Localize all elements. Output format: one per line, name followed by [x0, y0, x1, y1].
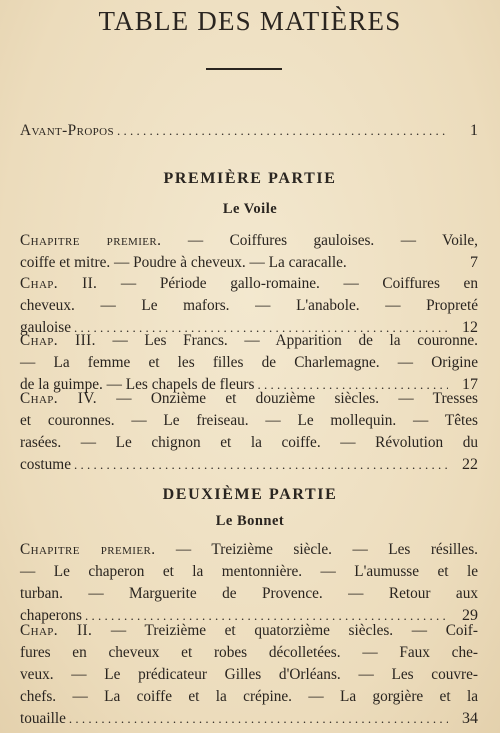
- dot-leader: [117, 120, 448, 142]
- chapter-label: Chapitre premier.: [20, 232, 162, 249]
- entry-text: veux. — Le prédicateur Gilles d'Orléans. — Les couvre-: [20, 666, 478, 683]
- chapter-label: Chap. III.: [20, 332, 96, 349]
- page-number: 22: [462, 456, 478, 473]
- page-number: 1: [470, 122, 478, 139]
- toc-entry-p1-ch4[interactable]: [20, 388, 478, 476]
- toc-entry-p2-ch2[interactable]: [20, 620, 478, 730]
- entry-label: Avant-Propos: [20, 122, 115, 139]
- entry-text: gauloise: [20, 319, 71, 336]
- toc-entry-p1-ch3[interactable]: [20, 330, 478, 396]
- part-subtitle: Le Bonnet: [215, 513, 285, 529]
- entry-text: et couronnes. — Le freiseau. — Le mollequin. — Têtes: [20, 412, 478, 429]
- chapter-label: Chap. II.: [20, 622, 93, 639]
- entry-text: turban. — Marguerite de Provence. — Retour aux: [20, 585, 478, 602]
- entry-text: chaperons: [20, 607, 83, 624]
- entry-text: coiffe et mitre. — Poudre à cheveux. — La caracalle.: [20, 254, 347, 271]
- entry-text: costume: [20, 456, 71, 473]
- entry-text: — Treizième et quatorzième siècles. — Coif-: [92, 622, 478, 639]
- toc-entry-avant-propos[interactable]: [20, 120, 478, 142]
- page-title: TABLE DES MATIÈRES: [98, 6, 402, 36]
- part-title: DEUXIÈME PARTIE: [162, 486, 338, 503]
- toc-entry-p2-ch1[interactable]: [20, 539, 478, 627]
- page-number: 7: [470, 254, 478, 271]
- page-number: 29: [462, 607, 478, 624]
- part-title: PREMIÈRE PARTIE: [163, 170, 337, 187]
- page-number: 17: [462, 376, 478, 393]
- page-number: 12: [462, 319, 478, 336]
- entry-text: — Les Francs. — Apparition de la couronne.: [95, 332, 478, 349]
- entry-text: fures en cheveux et robes décolletées. — Faux che-: [20, 644, 478, 661]
- page-number: 34: [462, 710, 478, 727]
- part-subtitle: Le Voile: [222, 201, 278, 217]
- chapter-label: Chap. IV.: [20, 390, 97, 407]
- entry-text: — Onzième et douzième siècles. — Tresses: [96, 390, 478, 407]
- entry-text: — Coiffures gauloises. — Voile,: [161, 232, 478, 249]
- entry-text: rasées. — Le chignon et la coiffe. — Révolution du: [20, 434, 478, 451]
- chapter-label: Chap. II.: [20, 275, 98, 292]
- dot-leader: [69, 708, 448, 730]
- entry-text: touaille: [20, 710, 66, 727]
- title-rule: [206, 68, 282, 70]
- chapter-label: Chapitre premier.: [20, 541, 156, 558]
- entry-text: — Treizième siècle. — Les résilles.: [155, 541, 478, 558]
- entry-text: — Le chaperon et la mentonnière. — L'aumusse et le: [20, 563, 478, 580]
- entry-text: — Période gallo-romaine. — Coiffures en: [97, 275, 478, 292]
- entry-text: de la guimpe. — Les chapels de fleurs: [20, 376, 255, 393]
- entry-text: — La femme et les filles de Charlemagne. — Origine: [20, 354, 478, 371]
- toc-entry-p1-ch1[interactable]: [20, 230, 478, 274]
- dot-leader: [74, 454, 448, 476]
- entry-text: cheveux. — Le mafors. — L'anabole. — Propreté: [20, 297, 478, 314]
- entry-text: chefs. — La coiffe et la crépine. — La gorgière et la: [20, 688, 478, 705]
